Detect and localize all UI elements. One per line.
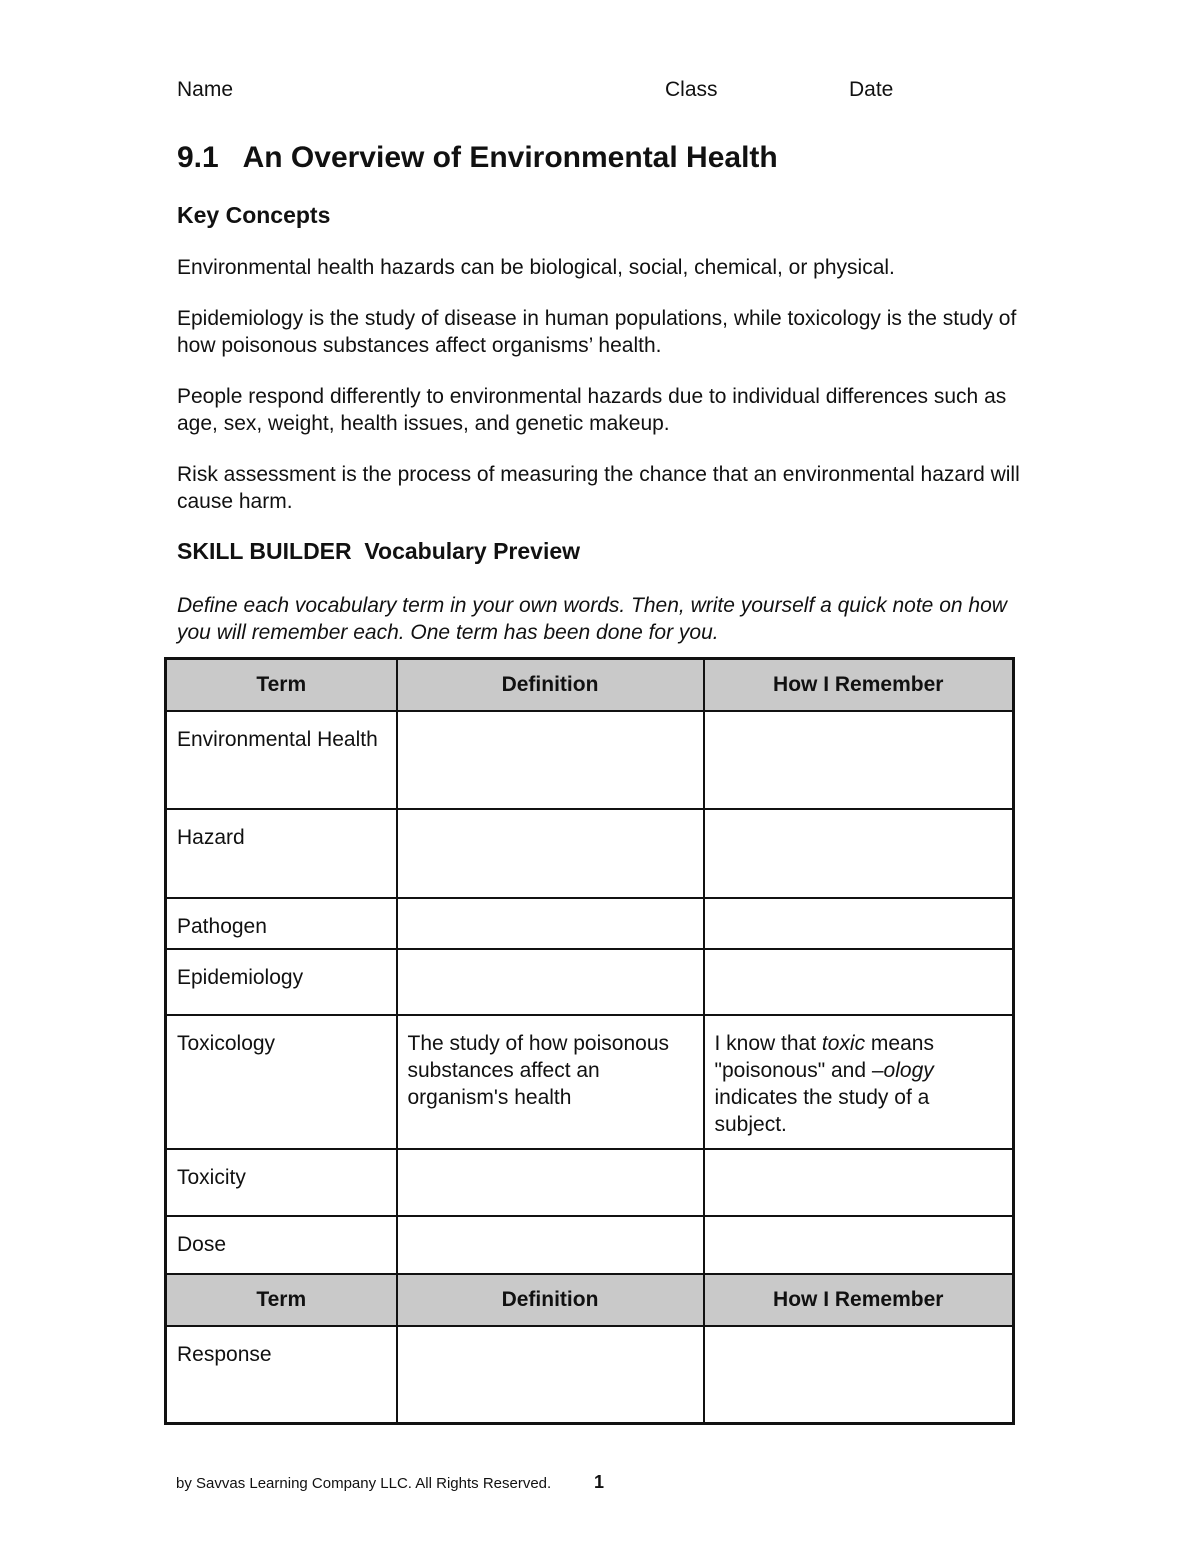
key-concept-3: People respond differently to environmental hazards due to individual differences such as age, sex, weight, health issues, and genetic makeup. [177,385,1007,435]
table-row [166,949,1014,1015]
skill-builder-heading: SKILL BUILDER Vocabulary Preview [177,538,581,564]
definition-cell[interactable] [397,809,704,898]
definition-cell[interactable] [397,1149,704,1216]
definition-cell[interactable] [397,1326,704,1424]
remember-cell[interactable] [704,1326,1014,1424]
definition-cell[interactable] [397,711,704,809]
table-row [166,1326,1014,1424]
term-cell: Dose [166,1216,397,1274]
vocabulary-table [164,657,1015,1425]
header-term: Term [166,659,397,711]
definition-cell[interactable] [397,949,704,1015]
table-row [166,1216,1014,1274]
date-label: Date [849,78,894,101]
remember-cell[interactable] [704,1216,1014,1274]
class-label: Class [665,78,718,101]
remember-cell[interactable] [704,898,1014,949]
header-definition: Definition [397,659,704,711]
table-row [166,898,1014,949]
table-row [166,809,1014,898]
term-cell: Epidemiology [166,949,397,1015]
remember-text: indicates the study of a subject. [714,1085,930,1136]
table-row [166,711,1014,809]
term-cell: Toxicity [166,1149,397,1216]
term-cell: Environmental Health [166,711,397,809]
definition-cell[interactable]: The study of how poisonous substances affect an organism's health [397,1015,704,1149]
table-row [166,1015,1014,1149]
definition-cell[interactable] [397,898,704,949]
header-how-i-remember: How I Remember [704,1274,1014,1326]
key-concept-1: Environmental health hazards can be biological, social, chemical, or physical. [177,256,895,279]
term-cell: Response [166,1326,397,1424]
header-definition: Definition [397,1274,704,1326]
term-cell: Hazard [166,809,397,898]
remember-cell[interactable] [704,1149,1014,1216]
remember-text: means "poisonous" and – [714,1031,934,1082]
remember-cell[interactable] [704,949,1014,1015]
page-number: 1 [594,1472,605,1492]
key-concept-4: Risk assessment is the process of measuring the chance that an environmental hazard will cause harm. [177,463,1020,513]
table-header-row-repeat [166,1274,1014,1326]
remember-text: I know that [714,1031,822,1055]
page-title: 9.1 An Overview of Environmental Health [177,141,778,174]
footer-copyright: by Savvas Learning Company LLC. All Rights Reserved. [176,1475,552,1492]
key-concepts-heading: Key Concepts [177,202,331,228]
remember-cell[interactable] [704,1015,1014,1149]
term-cell: Toxicology [166,1015,397,1149]
remember-cell[interactable] [704,809,1014,898]
name-label: Name [177,78,234,101]
table-header-row [166,659,1014,711]
header-how-i-remember: How I Remember [704,659,1014,711]
remember-text-ology: ology [883,1058,934,1082]
term-cell: Pathogen [166,898,397,949]
table-row [166,1149,1014,1216]
remember-cell[interactable] [704,711,1014,809]
key-concept-2: Epidemiology is the study of disease in human populations, while toxicology is the study of how poisonous substances affect organisms’ health. [177,307,1017,357]
remember-text-toxic: toxic [821,1031,866,1055]
instructions: Define each vocabulary term in your own words. Then, write yourself a quick note on how you will remember each. One term has been done for you. [177,594,1007,644]
header-term: Term [166,1274,397,1326]
definition-cell[interactable] [397,1216,704,1274]
